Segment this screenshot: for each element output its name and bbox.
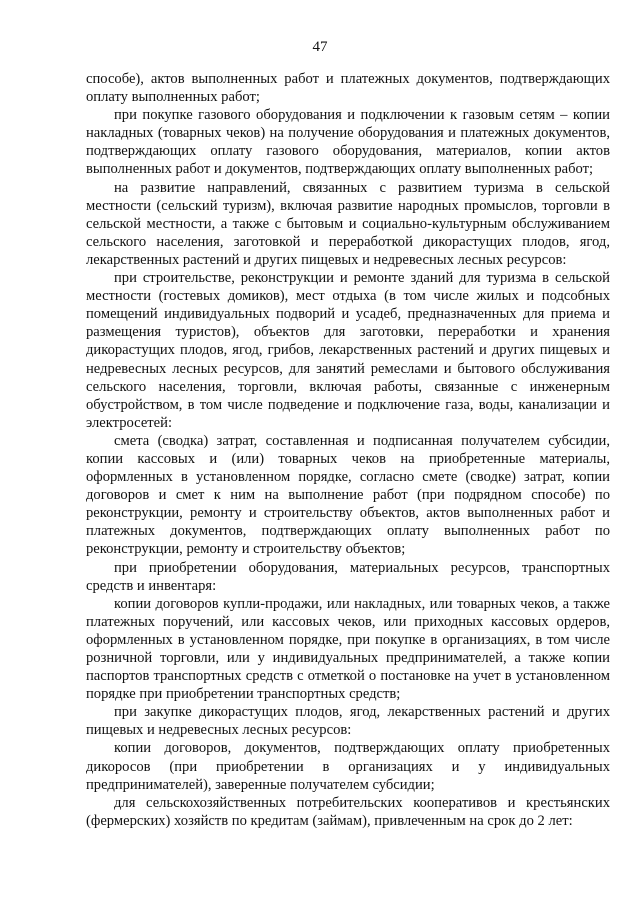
- paragraph-2: при покупке газового оборудования и подключении к газовым сетям – копии накладных (товарных чеков) на получение оборудования и платежных документов, подтверждающих оплату газового оборудования, материалов, копии актов выполненных работ и документов, подтверждающих оплату выполненных работ;: [86, 107, 610, 178]
- page-number: 47: [312, 39, 328, 55]
- paragraph-6: при приобретении оборудования, материальных ресурсов, транспортных средств и инвентаря:: [86, 559, 610, 594]
- paragraph-5: смета (сводка) затрат, составленная и подписанная получателем субсидии, копии кассовых и (или) товарных чеков на приобретенные материалы, оформленных в установленном порядке, согласно смете (сводке) затрат, копии договоров и смет к ним на выполнение работ (при подрядном способе) по реконструкции, ремонту и строительству объектов, актов выполненных работ и платежных документов, подтверждающих оплату выполненных работ по реконструкции, ремонту и строительству объектов;: [86, 432, 610, 558]
- paragraph-1: способе), актов выполненных работ и платежных документов, подтверждающих оплату выполненных работ;: [86, 71, 610, 106]
- paragraph-4: при строительстве, реконструкции и ремонте зданий для туризма в сельской местности (гостевых домиков), мест отдыха (в том числе жилых и подсобных помещений индивидуальных подворий и усадеб, предназначенных для приема и размещения туристов), объектов для заготовки, переработки и хранения дикорастущих плодов, ягод, грибов, лекарственных растений и других пищевых и недревесных лесных ресурсов, для занятий ремеслами и бытового обслуживания сельского населения, торговли, включая работы, связанные с инженерным обустройством, в том числе подведение и подключение газа, воды, канализации и электросетей:: [86, 270, 610, 431]
- paragraph-9: копии договоров, документов, подтверждающих оплату приобретенных дикоросов (при приобретении в организациях и у индивидуальных предпринимателей), заверенные получателем субсидии;: [86, 740, 610, 793]
- paragraph-8: при закупке дикорастущих плодов, ягод, лекарственных растений и других пищевых и недревесных лесных ресурсов:: [86, 704, 610, 739]
- paragraph-3: на развитие направлений, связанных с развитием туризма в сельской местности (сельский туризм), включая развитие народных промыслов, торговли в сельской местности, а также с бытовым и социально-культурным обслуживанием сельского населения, заготовкой и переработкой дикорастущих плодов, ягод, лекарственных растений и других пищевых и недревесных лесных ресурсов:: [86, 179, 610, 268]
- paragraph-7: копии договоров купли-продажи, или накладных, или товарных чеков, а также платежных поручений, или кассовых чеков, или приходных кассовых ордеров, оформленных в установленном порядке, при покупке в организациях, в том числе розничной торговли, или у индивидуальных предпринимателей, а также копии паспортов транспортных средств с отметкой о постановке на учет в установленном порядке при приобретении транспортных средств;: [86, 595, 610, 703]
- document-body: [86, 70, 610, 830]
- paragraph-10: для сельскохозяйственных потребительских кооперативов и крестьянских (фермерских) хозяйств по кредитам (займам), привлеченным на срок до 2 лет:: [86, 794, 610, 829]
